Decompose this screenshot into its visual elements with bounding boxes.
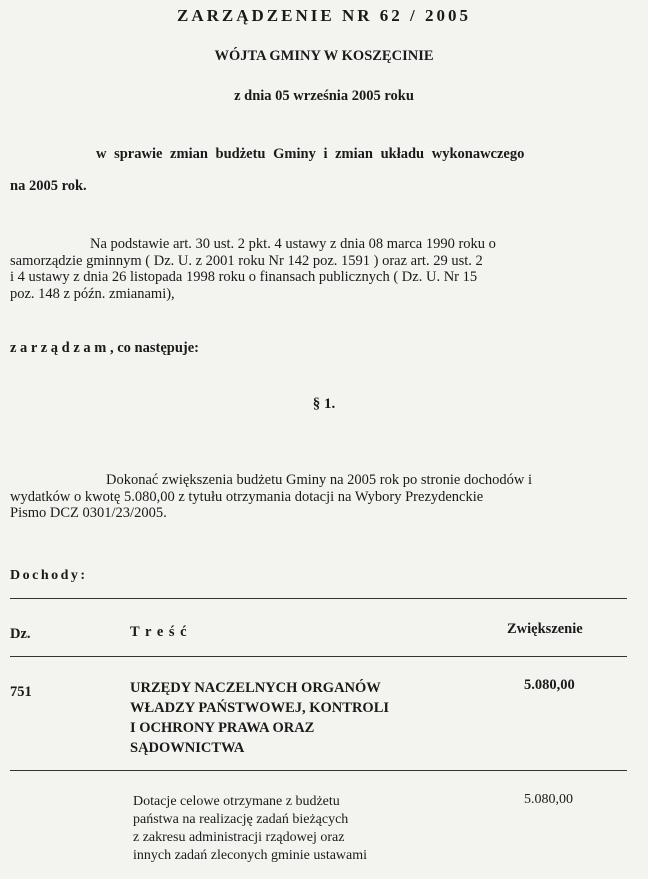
subrow-description-line: z zakresu administracji rządowej oraz [133,830,345,845]
subrow-amount: 5.080,00 [524,792,573,807]
subrow-description-line: Dotacje celowe otrzymane z budżetu [133,794,340,809]
row-amount: 5.080,00 [524,677,575,693]
section1-line: Dokonać zwiększenia budżetu Gminy na 2005 rok po stronie dochodów i [106,472,533,488]
row-division-code: 751 [10,684,32,700]
legal-basis-paragraph [10,236,614,302]
ordering-clause: z a r z ą d z a m , co następuje: [10,340,200,356]
section1-line: Pismo DCZ 0301/23/2005. [10,505,167,521]
row-title-line: WŁADZY PAŃSTWOWEJ, KONTROLI [130,700,390,716]
subrow-description [133,793,367,865]
table-rule [10,770,627,771]
row-title-line: SĄDOWNICTWA [130,740,245,756]
subject-line-2: na 2005 rok. [10,178,87,194]
document-title: ZARZĄDZENIE NR 62 / 2005 [177,6,471,25]
column-header-increase: Zwiększenie [507,621,583,637]
issuing-authority: WÓJTA GMINY W KOSZĘCINIE [214,48,434,64]
table-rule [10,598,627,599]
legal-basis-line: samorządzie gminnym ( Dz. U. z 2001 roku Nr 142 poz. 1591 ) oraz art. 29 ust. 2 [10,252,483,269]
legal-basis-line: i 4 ustawy z dnia 26 listopada 1998 roku o finansach publicznych ( Dz. U. Nr 15 [10,269,478,285]
table-rule [10,656,627,657]
subject-line-1: w sprawie zmian budżetu Gminy i zmian układu wykonawczego [96,146,525,162]
legal-basis-line: poz. 148 z późn. zmianami), [10,285,175,302]
subrow-description-line: innych zadań zleconych gminie ustawami [133,848,368,863]
row-title-line: URZĘDY NACZELNYCH ORGANÓW [130,680,381,696]
column-header-dz: Dz. [10,626,31,642]
subrow-description-line: państwa na realizację zadań bieżących [133,812,349,827]
section1-line: wydatków o kwotę 5.080,00 z tytułu otrzymania dotacji na Wybory Prezydenckie [10,488,484,505]
document-date: z dnia 05 września 2005 roku [234,88,414,104]
section-marker: § 1. [312,396,336,412]
legal-basis-line: Na podstawie art. 30 ust. 2 pkt. 4 ustawy z dnia 08 marca 1990 roku o [90,236,496,252]
income-label: Dochody: [10,568,88,583]
row-title-line: I OCHRONY PRAWA ORAZ [130,720,315,736]
column-header-tresc: T r e ś ć [130,624,188,640]
row-title [130,678,389,758]
section1-paragraph [10,472,614,522]
